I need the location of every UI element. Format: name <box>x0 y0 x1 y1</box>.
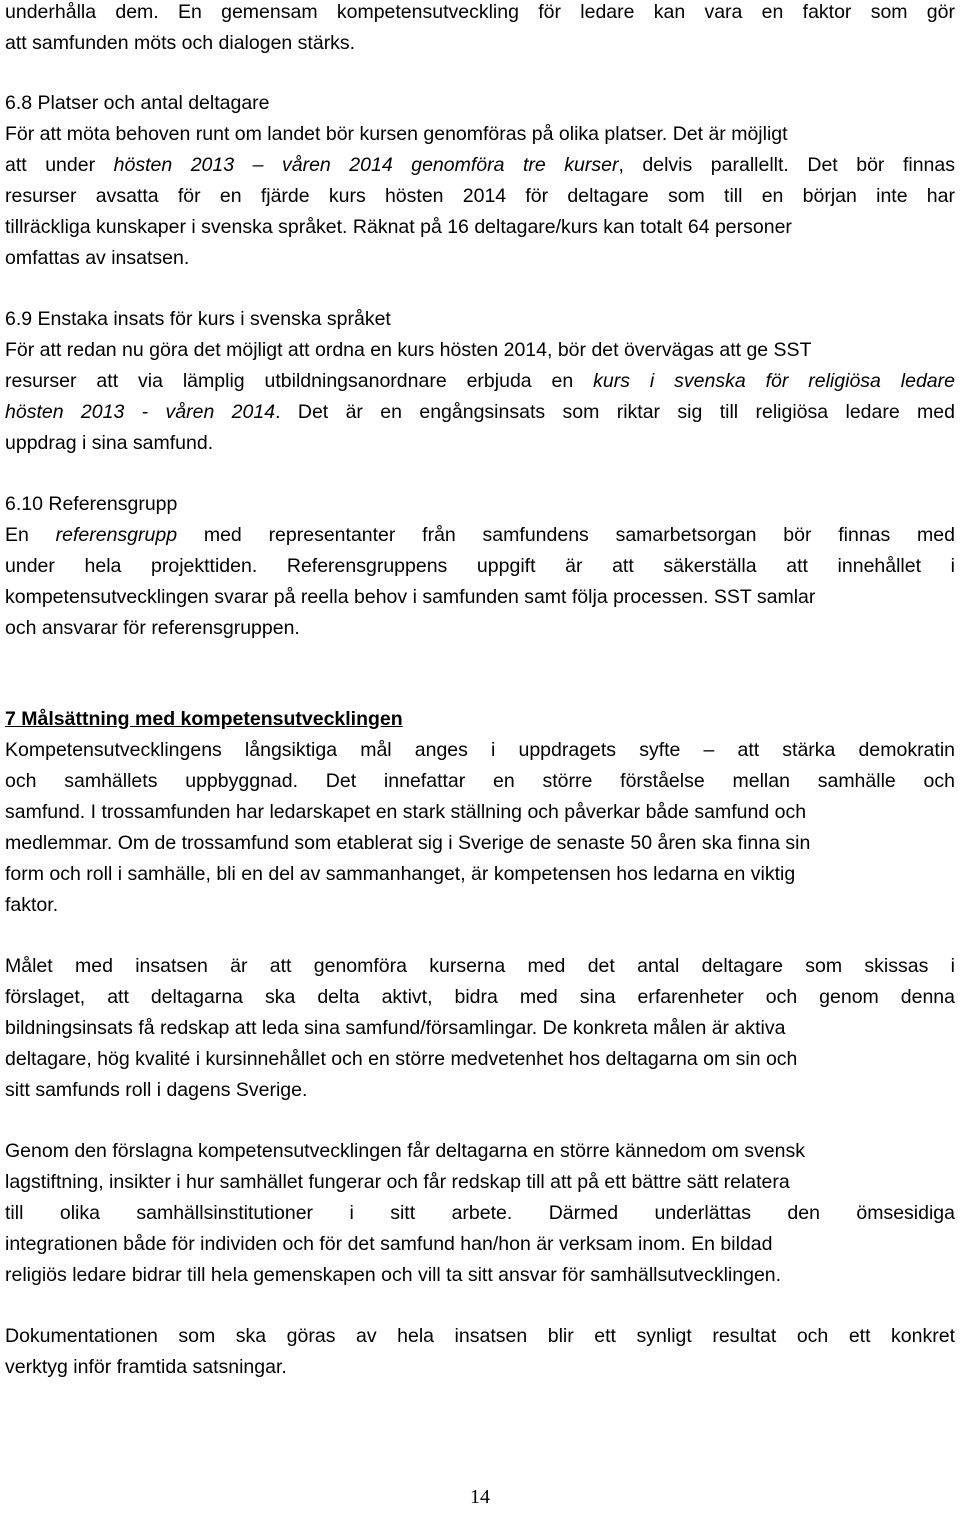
s69-line-2a: resurser att via lämplig utbildningsanordnare erbjuda en <box>5 370 594 392</box>
s610-line-2: under hela projekttiden. Referensgruppens uppgift är att säkerställa att innehållet i <box>5 555 955 577</box>
page-number: 14 <box>470 1486 490 1508</box>
s7-p3-line-2: lagstiftning, insikter i hur samhället fungerar och får redskap till att på ett bättre sätt relatera <box>5 1171 790 1193</box>
s68-line-2b: , delvis parallellt. Det bör finnas <box>618 154 955 176</box>
s68-line-2-italic: hösten 2013 – våren 2014 genomföra tre kurser <box>113 154 619 176</box>
intro-line-2: att samfunden möts och dialogen stärks. <box>5 32 356 54</box>
s68-line-3: resurser avsatta för en fjärde kurs hösten 2014 för deltagare som till en början inte har <box>5 185 955 207</box>
s7-p3-line-4: integrationen både för individen och för det samfund han/hon är verksam inom. En bildad <box>5 1233 773 1255</box>
s7-p4-line-1: Dokumentationen som ska göras av hela insatsen blir ett synligt resultat och ett konkret <box>5 1325 955 1347</box>
s69-line-2 <box>5 366 955 397</box>
s610-line-1b: med representanter från samfundens samarbetsorgan bör finnas med <box>177 524 955 546</box>
s68-line-2a: att under <box>5 154 114 176</box>
s68-line-4: tillräckliga kunskaper i svenska språket. Räknat på 16 deltagare/kurs kan totalt 64 personer <box>5 216 792 238</box>
s7-p2-line-1: Målet med insatsen är att genomföra kurserna med det antal deltagare som skissas i <box>5 955 955 977</box>
s610-line-1a: En <box>5 524 56 546</box>
s610-line-4: och ansvarar för referensgruppen. <box>5 617 300 639</box>
s7-p1-line-4: medlemmar. Om de trossamfund som etablerat sig i Sverige de senaste 50 åren ska finna sin <box>5 832 811 854</box>
s610-line-1-italic: referensgrupp <box>55 524 178 546</box>
s7-p4-line-2: verktyg inför framtida satsningar. <box>5 1356 287 1378</box>
s69-line-1: För att redan nu göra det möjligt att ordna en kurs hösten 2014, bör det övervägas att ge SST <box>5 339 812 361</box>
s69-line-3b: . Det är en engångsinsats som riktar sig till religiösa ledare med <box>275 401 955 423</box>
s7-p2-line-5: sitt samfunds roll i dagens Sverige. <box>5 1079 308 1101</box>
s7-p1-line-3: samfund. I trossamfunden har ledarskapet en stark ställning och påverkar både samfund och <box>5 801 807 823</box>
s69-line-3 <box>5 397 955 428</box>
s7-p1-line-1: Kompetensutvecklingens långsiktiga mål anges i uppdragets syfte – att stärka demokratin <box>5 739 955 761</box>
s69-line-4: uppdrag i sina samfund. <box>5 432 214 454</box>
s7-p2-line-2: förslaget, att deltagarna ska delta aktivt, bidra med sina erfarenheter och genom denna <box>5 986 955 1008</box>
section-6-9-heading: 6.9 Enstaka insats för kurs i svenska språket <box>5 308 391 330</box>
section-6-10-heading: 6.10 Referensgrupp <box>5 493 178 515</box>
s7-p3-line-5: religiös ledare bidrar till hela gemenskapen och vill ta sitt ansvar för samhällsutvecklingen. <box>5 1264 782 1286</box>
s7-p3-line-1: Genom den förslagna kompetensutvecklingen får deltagarna en större kännedom om svensk <box>5 1140 805 1162</box>
s7-p2-line-4: deltagare, hög kvalité i kursinnehållet och en större medvetenhet hos deltagarna om sin och <box>5 1048 798 1070</box>
s7-p2-line-3: bildningsinsats få redskap att leda sina samfund/församlingar. De konkreta målen är aktiva <box>5 1017 786 1039</box>
s7-p1-line-5: form och roll i samhälle, bli en del av sammanhanget, är kompetensen hos ledarna en viktig <box>5 863 796 885</box>
s610-line-1 <box>5 520 955 551</box>
s7-p1-line-2: och samhällets uppbyggnad. Det innefattar en större förståelse mellan samhälle och <box>5 770 955 792</box>
s68-line-1: För att möta behoven runt om landet bör kursen genomföras på olika platser. Det är möjligt <box>5 123 788 145</box>
s7-p1-line-6: faktor. <box>5 894 59 916</box>
s610-line-3: kompetensutvecklingen svarar på reella behov i samfunden samt följa processen. SST samlar <box>5 586 816 608</box>
s69-line-3-italic: hösten 2013 - våren 2014 <box>5 401 276 423</box>
section-6-8-heading: 6.8 Platser och antal deltagare <box>5 92 270 114</box>
intro-line-1: underhålla dem. En gemensam kompetensutveckling för ledare kan vara en faktor som gör <box>5 1 955 23</box>
s68-line-2 <box>5 150 955 181</box>
s68-line-5: omfattas av insatsen. <box>5 247 190 269</box>
section-7-heading: 7 Målsättning med kompetensutvecklingen <box>5 708 403 730</box>
s69-line-2-italic: kurs i svenska för religiösa ledare <box>593 370 955 392</box>
s7-p3-line-3: till olika samhällsinstitutioner i sitt arbete. Därmed underlättas den ömsesidiga <box>5 1202 955 1224</box>
